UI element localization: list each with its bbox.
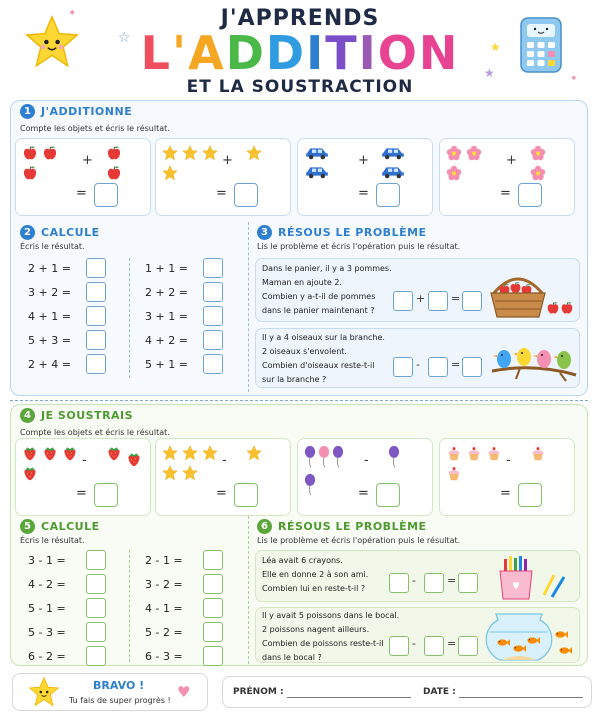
counting-card <box>155 438 291 516</box>
column-divider <box>129 550 130 662</box>
section-title: CALCULE <box>41 520 100 533</box>
operator: + <box>416 292 426 305</box>
answer-box[interactable] <box>86 282 106 302</box>
car-icon <box>304 164 330 179</box>
title-line-2 <box>0 26 600 80</box>
balloon-icon <box>304 473 316 497</box>
title-letter: N <box>418 26 460 80</box>
car-icon <box>380 164 406 179</box>
section-number: 5 <box>20 519 35 534</box>
operator: + <box>82 153 93 168</box>
car-icon <box>304 145 330 160</box>
equals-sign: = <box>447 637 457 650</box>
sparkle-icon: ★ <box>490 40 501 54</box>
date-field[interactable] <box>459 697 583 698</box>
operator: + <box>506 153 517 168</box>
equation-text: 3 + 2 = <box>28 286 71 299</box>
answer-box[interactable] <box>424 573 444 593</box>
answer-box[interactable] <box>428 357 448 377</box>
star-icon <box>182 465 198 481</box>
equation-text: 6 - 2 = <box>28 650 66 663</box>
equation-text: 4 + 1 = <box>28 310 71 323</box>
strawberry-icon <box>22 465 38 481</box>
answer-box[interactable] <box>428 291 448 311</box>
equation-text: 4 - 2 = <box>28 578 66 591</box>
section-5-instruction: Écris le résultat. <box>20 536 85 545</box>
section-separator <box>10 400 588 401</box>
answer-box[interactable] <box>203 306 223 326</box>
title-line-1: J'APPRENDS <box>220 6 380 31</box>
balloon-icon <box>304 445 316 469</box>
flower-icon <box>530 165 546 181</box>
answer-box[interactable] <box>203 330 223 350</box>
equals-sign: = <box>358 186 369 201</box>
answer-box[interactable] <box>424 636 444 656</box>
answer-box[interactable] <box>203 574 223 594</box>
equation-text: 5 + 3 = <box>28 334 71 347</box>
equation-text: 4 + 2 = <box>145 334 188 347</box>
section-number: 2 <box>20 225 35 240</box>
counting-card <box>297 438 433 516</box>
problem-card <box>255 550 580 602</box>
title-letter: O <box>377 26 419 80</box>
problem-card <box>255 607 580 663</box>
answer-box[interactable] <box>389 573 409 593</box>
equals-sign: = <box>76 186 87 201</box>
bravo-text: BRAVO ! <box>93 679 145 692</box>
answer-box[interactable] <box>203 646 223 666</box>
section-5-header <box>20 519 100 534</box>
strawberry-icon <box>42 445 58 461</box>
star-icon <box>162 465 178 481</box>
equals-sign: = <box>451 358 461 371</box>
equation-text: 2 + 2 = <box>145 286 188 299</box>
equation-text: 3 - 2 = <box>145 578 183 591</box>
flower-icon <box>446 145 462 161</box>
bravo-card <box>12 673 208 711</box>
sparkle-icon: ★ <box>484 66 495 80</box>
section-title: RÉSOUS LE PROBLÈME <box>278 520 427 533</box>
answer-box[interactable] <box>389 636 409 656</box>
answer-box[interactable] <box>86 598 106 618</box>
equation-text: 1 + 1 = <box>145 262 188 275</box>
answer-box[interactable] <box>376 483 400 507</box>
section-3-instruction: Lis le problème et écris l'opération puis le résultat. <box>257 242 461 251</box>
balloon-icon <box>318 445 330 469</box>
title-letter: ' <box>171 26 189 80</box>
strawberry-icon <box>62 445 78 461</box>
strawberry-icon <box>126 451 142 467</box>
prenom-label: PRÉNOM : <box>233 687 284 697</box>
answer-box[interactable] <box>234 483 258 507</box>
equals-sign: = <box>500 486 511 501</box>
equation-text: 3 + 1 = <box>145 310 188 323</box>
balloon-icon <box>332 445 344 469</box>
answer-box[interactable] <box>86 622 106 642</box>
equals-sign: = <box>76 486 87 501</box>
equals-sign: = <box>451 292 461 305</box>
answer-box[interactable] <box>86 550 106 570</box>
answer-box[interactable] <box>376 183 400 207</box>
cupcake-icon <box>446 465 462 481</box>
equation-text: 4 - 1 = <box>145 602 183 615</box>
star-icon <box>202 445 218 461</box>
apple-icon <box>106 145 122 161</box>
operator: - <box>364 453 369 468</box>
answer-box[interactable] <box>94 183 118 207</box>
answer-box[interactable] <box>203 550 223 570</box>
apple-icon <box>22 165 38 181</box>
section-divider <box>248 516 249 664</box>
section-divider <box>248 222 249 392</box>
operator: + <box>358 153 369 168</box>
heart-icon: ♥ <box>177 683 191 701</box>
equation-text: 2 + 1 = <box>28 262 71 275</box>
apple-icon <box>106 165 122 181</box>
star-icon <box>246 445 262 461</box>
equals-sign: = <box>216 186 227 201</box>
answer-box[interactable] <box>203 622 223 642</box>
title-letter: L <box>140 26 172 80</box>
title-letter: D <box>225 26 266 80</box>
cupcake-icon <box>446 445 462 461</box>
answer-box[interactable] <box>234 183 258 207</box>
problem-line: Il y a 4 oiseaux sur la branche. <box>262 333 385 342</box>
problem-text <box>262 554 402 596</box>
flower-icon <box>466 145 482 161</box>
operator: - <box>82 453 87 468</box>
title-letter: T <box>325 26 359 80</box>
problem-line: sur la branche ? <box>262 375 327 384</box>
birds-on-branch-icon <box>490 335 578 383</box>
section-title: JE SOUSTRAIS <box>41 409 134 422</box>
answer-box[interactable] <box>458 636 478 656</box>
answer-box[interactable] <box>86 354 106 374</box>
equals-sign: = <box>500 186 511 201</box>
answer-box[interactable] <box>86 306 106 326</box>
problem-line: 2 oiseaux s'envolent. <box>262 347 347 356</box>
answer-box[interactable] <box>393 357 413 377</box>
answer-box[interactable] <box>203 354 223 374</box>
star-icon <box>162 145 178 161</box>
equals-sign: = <box>216 486 227 501</box>
answer-box[interactable] <box>393 291 413 311</box>
equation-text: 6 - 3 = <box>145 650 183 663</box>
problem-line: Il y avait 5 poissons dans le bocal. <box>262 611 400 620</box>
section-number: 3 <box>257 225 272 240</box>
problem-text <box>262 262 402 318</box>
cupcake-icon <box>466 445 482 461</box>
operator: - <box>412 574 416 587</box>
equation-text: 5 - 3 = <box>28 626 66 639</box>
section-3-header <box>257 225 427 240</box>
section-number: 1 <box>20 104 35 119</box>
counting-card <box>439 438 575 516</box>
sparkle-icon: ☆ <box>118 30 131 46</box>
problem-line: 2 poissons nagent ailleurs. <box>262 625 370 634</box>
equation-text: 5 - 1 = <box>28 602 66 615</box>
flower-icon <box>446 165 462 181</box>
title-letter: I <box>358 26 378 80</box>
answer-box[interactable] <box>458 573 478 593</box>
title-line-3: ET LA SOUSTRACTION <box>186 77 414 97</box>
sparkle-icon: ✦ <box>570 74 578 84</box>
answer-box[interactable] <box>518 483 542 507</box>
sparkle-icon: ✦ <box>68 8 77 19</box>
cupcake-icon <box>530 445 546 461</box>
section-number: 4 <box>20 408 35 423</box>
star-icon <box>182 445 198 461</box>
problem-text <box>262 609 402 665</box>
name-date-card <box>222 676 592 708</box>
answer-box[interactable] <box>94 483 118 507</box>
answer-box[interactable] <box>462 357 482 377</box>
title-letter: D <box>265 26 307 80</box>
section-title: CALCULE <box>41 226 100 239</box>
section-6-header <box>257 519 427 534</box>
problem-line: Elle en donne 2 à son ami. <box>262 570 369 579</box>
problem-line: Maman en ajoute 2. <box>262 278 342 287</box>
equation-text: 2 + 4 = <box>28 358 71 371</box>
problem-line: Combien lui en reste-t-il ? <box>262 584 366 593</box>
problem-line: dans le panier maintenant ? <box>262 306 375 315</box>
section-title: RÉSOUS LE PROBLÈME <box>278 226 427 239</box>
problem-line: Combien de poissons reste-t-il <box>262 639 384 648</box>
equation-text: 3 - 1 = <box>28 554 66 567</box>
car-icon <box>380 145 406 160</box>
apple-basket-icon <box>488 271 578 321</box>
fish-bowl-icon <box>482 610 576 662</box>
answer-box[interactable] <box>462 291 482 311</box>
operator: + <box>222 153 233 168</box>
answer-box[interactable] <box>86 258 106 278</box>
answer-box[interactable] <box>203 258 223 278</box>
star-icon <box>182 145 198 161</box>
star-icon <box>162 165 178 181</box>
section-1-header <box>20 104 132 119</box>
counting-card <box>15 438 151 516</box>
section-2-instruction: Écris le résultat. <box>20 242 85 251</box>
problem-line: Combien d'oiseaux reste-t-il <box>262 361 375 370</box>
strawberry-icon <box>106 445 122 461</box>
counting-card <box>155 138 291 216</box>
section-title: J'ADDITIONNE <box>41 105 133 118</box>
problem-line: Combien y a-t-il de pommes <box>262 292 376 301</box>
balloon-icon <box>388 445 400 469</box>
prenom-field[interactable] <box>287 697 411 698</box>
section-number: 6 <box>257 519 272 534</box>
operator: - <box>222 453 227 468</box>
section-1-instruction: Compte les objets et écris le résultat. <box>20 124 170 133</box>
title-letter: A <box>188 26 226 80</box>
cupcake-icon <box>486 445 502 461</box>
counting-card <box>15 138 151 216</box>
operator: - <box>506 453 511 468</box>
problem-card <box>255 258 580 322</box>
operator: - <box>412 637 416 650</box>
title-area <box>0 0 600 100</box>
problem-card <box>255 328 580 388</box>
flower-icon <box>530 145 546 161</box>
star-icon <box>202 145 218 161</box>
column-divider <box>129 258 130 378</box>
star-icon <box>162 445 178 461</box>
apple-icon <box>22 145 38 161</box>
counting-card <box>439 138 575 216</box>
equation-text: 2 - 1 = <box>145 554 183 567</box>
problem-text <box>262 331 402 387</box>
section-4-header <box>20 408 133 423</box>
answer-box[interactable] <box>203 598 223 618</box>
section-4-instruction: Compte les objets et écris le résultat. <box>20 428 170 437</box>
date-label: DATE : <box>423 687 456 697</box>
star-mascot-icon <box>27 676 61 708</box>
problem-line: Léa avait 6 crayons. <box>262 556 343 565</box>
strawberry-icon <box>22 445 38 461</box>
equation-text: 5 + 1 = <box>145 358 188 371</box>
star-icon <box>246 145 262 161</box>
problem-line: Dans le panier, il y a 3 pommes. <box>262 264 392 273</box>
title-letter: I <box>306 26 326 80</box>
answer-box[interactable] <box>86 330 106 350</box>
answer-box[interactable] <box>518 183 542 207</box>
bravo-subtext: Tu fais de super progrès ! <box>69 696 171 705</box>
operator: - <box>416 358 420 371</box>
calculator-icon <box>518 16 564 76</box>
equation-text: 5 - 2 = <box>145 626 183 639</box>
equals-sign: = <box>358 486 369 501</box>
answer-box[interactable] <box>203 282 223 302</box>
section-2-header <box>20 225 100 240</box>
section-6-instruction: Lis le problème et écris l'opération puis le résultat. <box>257 536 461 545</box>
equals-sign: = <box>447 574 457 587</box>
counting-card <box>297 138 433 216</box>
answer-box[interactable] <box>86 574 106 594</box>
problem-line: dans le bocal ? <box>262 653 322 662</box>
apple-icon <box>42 145 58 161</box>
pencil-cup-icon <box>494 553 576 601</box>
answer-box[interactable] <box>86 646 106 666</box>
